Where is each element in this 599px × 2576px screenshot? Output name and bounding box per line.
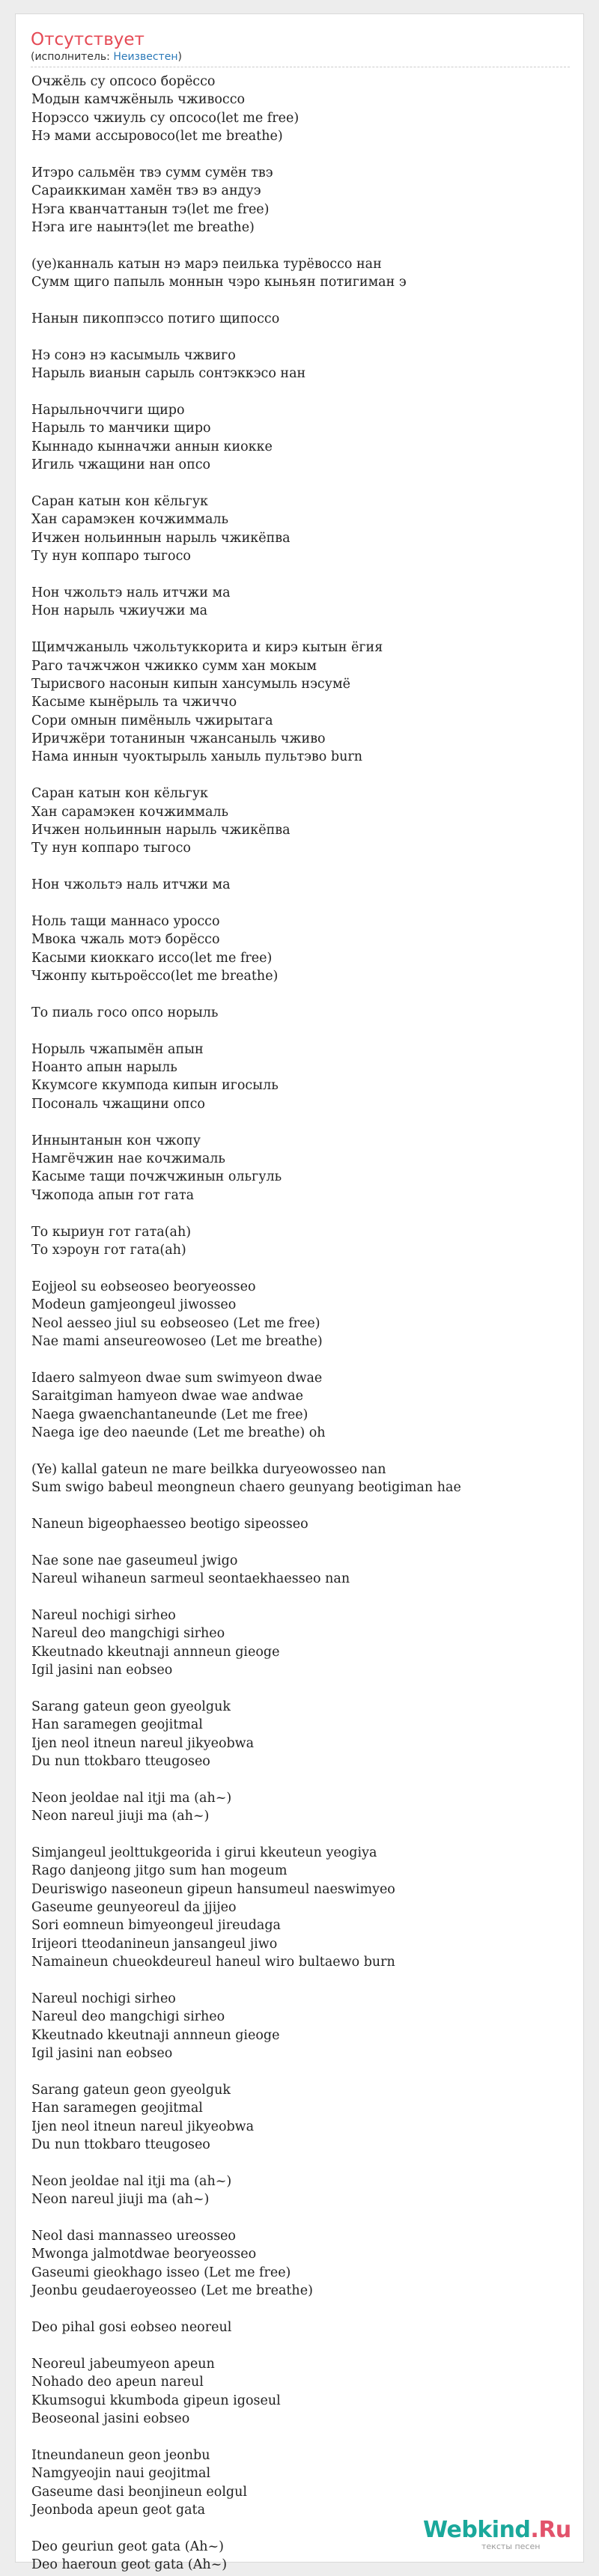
lyric-line: Nae mami anseureowoseo (Let me breathe)	[31, 1333, 323, 1349]
stanza-break	[31, 2301, 571, 2318]
lyric-line: Nae sone nae gaseumeul jwigo	[31, 1553, 238, 1568]
stanza-break	[31, 1588, 571, 1606]
lyric-line: Нарыльноччиги щиро	[31, 403, 185, 418]
lyric-line: Хан сарамэкен кочжиммаль	[31, 512, 229, 528]
stanza-break	[31, 1679, 571, 1697]
lyric-line: Sum swigo babeul meongneun chaero geunyang beotigiman hae	[31, 1480, 461, 1496]
stanza-break	[31, 1442, 571, 1460]
stanza-break	[31, 621, 571, 639]
stanza-break	[31, 475, 571, 493]
lyric-line: Eojjeol su eobseoseo beoryeosseo	[31, 1279, 256, 1294]
stanza-break	[31, 1533, 571, 1551]
lyric-line: Нарыль вианын сарыль сонтэккэсо нан	[31, 366, 306, 382]
lyric-line: То кыриун гот гата(ah)	[31, 1224, 192, 1240]
lyric-line: Rago danjeong jitgo sum han mogeum	[31, 1863, 288, 1879]
logo-web-text: Webkind	[423, 2517, 531, 2543]
song-artist-line	[31, 50, 570, 67]
lyric-line: Касыми киоккаго иссо(let me free)	[31, 950, 273, 966]
stanza-break	[31, 2063, 571, 2081]
lyric-line: Нэ мами ассыровосо(let me breathe)	[31, 129, 283, 144]
lyric-line: Сараиккиман хамён твэ вэ андуэ	[31, 183, 261, 199]
stanza-break	[31, 1259, 571, 1277]
lyric-line: Nareul wihaneun sarmeul seontaekhaesseo nan	[31, 1571, 350, 1587]
lyric-line: Mwonga jalmotdwae beoryeosseo	[31, 2247, 257, 2262]
lyric-line: Иннынтанын кон чжопу	[31, 1133, 201, 1148]
lyric-line: Игиль чжащини нан опсо	[31, 457, 211, 473]
lyric-line: Нэга иге наынтэ(let me breathe)	[31, 220, 255, 236]
stanza-break	[31, 858, 571, 876]
lyric-line: Ijen neol itneun nareul jikyeobwa	[31, 2119, 255, 2134]
lyric-line: Щимчжаныль чжольтуккорита и кирэ кытын ёгия	[31, 640, 383, 656]
stanza-break	[31, 1770, 571, 1788]
lyric-line: То хэроун гот гата(ah)	[31, 1243, 186, 1258]
song-header	[31, 29, 570, 67]
lyric-line: Sori eomneun bimyeongeul jireudaga	[31, 1918, 281, 1934]
lyric-line: Ту нун коппаро тыгосо	[31, 841, 191, 856]
lyric-line: Nareul deo mangchigi sirheo	[31, 1626, 225, 1642]
lyric-line: Чжопода апын гот гата	[31, 1187, 195, 1203]
lyric-line: Sarang gateun geon gyeolguk	[31, 2082, 231, 2098]
lyric-line: (Ye) kallal gateun ne mare beilkka duryeowosseo nan	[31, 1461, 386, 1477]
lyric-line: Neoreul jabeumyeon apeun	[31, 2356, 215, 2372]
lyric-line: Модын камчжёныль чживоссо	[31, 92, 246, 108]
lyric-line: Deo haeroun geot gata (Ah~)	[31, 2557, 228, 2573]
lyric-line: Ноанто апын нарыль	[31, 1060, 177, 1076]
lyric-line: Итэро сальмён твэ сумм сумён твэ	[31, 165, 273, 180]
lyric-line: Deo geuriun geot gata (Ah~)	[31, 2539, 224, 2554]
stanza-break	[31, 986, 571, 1004]
lyric-line: Нон чжольтэ наль итчжи ма	[31, 585, 231, 600]
lyric-line: Нанын пикоппэссо потиго щипоссо	[31, 311, 280, 327]
lyric-line: Сори омнын пимёныль чжирытага	[31, 713, 273, 728]
lyric-line: Idaero salmyeon dwae sum swimyeon dwae	[31, 1370, 323, 1386]
lyric-line: Чжонпу кытьроёссо(let me breathe)	[31, 969, 279, 984]
lyric-line: Ijen neol itneun nareul jikyeobwa	[31, 1735, 255, 1751]
lyric-line: Nohado deo apeun nareul	[31, 2375, 204, 2390]
lyric-line: Gaseume dasi beonjineun eolgul	[31, 2484, 247, 2500]
lyric-line: Neon jeoldae nal itji ma (ah~)	[31, 1790, 232, 1806]
lyric-line: Naega ige deo naeunde (Let me breathe) oh	[31, 1425, 326, 1440]
lyric-line: Намгёчжин нае кочжималь	[31, 1151, 225, 1167]
lyric-line: Нама иннын чуоктырыль ханыль пультэво burn	[31, 749, 362, 765]
stanza-break	[31, 2209, 571, 2227]
artist-link[interactable]: Неизвестен	[113, 51, 178, 63]
lyric-line: Deuriswigo naseoneun gipeun hansumeul naeswimyeo	[31, 1881, 395, 1897]
lyric-line: Норэссо чжиуль су опсосо(let me free)	[31, 110, 300, 126]
lyric-line: Ичжен нольиннын нарыль чжикёпва	[31, 530, 291, 546]
lyric-line: Neon jeoldae nal itji ma (ah~)	[31, 2173, 232, 2189]
stanza-break	[31, 1496, 571, 1514]
lyric-line: Sarang gateun geon gyeolguk	[31, 1699, 231, 1714]
stanza-break	[31, 767, 571, 785]
lyric-line: Neon nareul jiuji ma (ah~)	[31, 1809, 210, 1824]
stanza-break	[31, 146, 571, 164]
stanza-break	[31, 1022, 571, 1040]
stanza-break	[31, 237, 571, 255]
lyric-line: Нон чжольтэ наль итчжи ма	[31, 877, 231, 893]
lyric-line: Нэга кванчаттанын тэ(let me free)	[31, 201, 270, 217]
lyric-line: То пиаль госо опсо норыль	[31, 1005, 219, 1020]
lyric-line: Nareul deo mangchigi sirheo	[31, 2009, 225, 2025]
lyric-line: Ноль тащи маннасо уроссо	[31, 913, 220, 929]
lyric-line: Jeonboda apeun geot gata	[31, 2502, 206, 2518]
lyric-line: Han saramegen geojitmal	[31, 2101, 203, 2116]
lyric-line: Норыль чжапымён апын	[31, 1041, 204, 1057]
stanza-break	[31, 2428, 571, 2446]
lyric-line: Simjangeul jeolttukgeorida i girui kkeuteun yeogiya	[31, 1845, 377, 1860]
lyric-line: Ккумсоге ккумпода кипын игосыль	[31, 1078, 279, 1094]
stanza-break	[31, 2155, 571, 2172]
lyric-line: Neol aesseo jiul su eobseoseo (Let me free)	[31, 1315, 320, 1331]
lyric-line: Нэ сонэ нэ касымыль чжвиго	[31, 347, 236, 363]
lyric-line: Igil jasini nan eobseo	[31, 2046, 173, 2062]
lyric-line: Ичжен нольиннын нарыль чжикёпва	[31, 823, 291, 838]
lyric-line: Irijeori tteodanineun jansangeul jiwo	[31, 1936, 278, 1952]
lyric-line: Нон нарыль чжиучжи ма	[31, 603, 208, 619]
lyric-line: Хан сарамэкен кочжиммаль	[31, 804, 229, 820]
lyric-line: Раго тачжчжон чжикко сумм хан мокым	[31, 658, 317, 674]
lyric-line: Igil jasini nan eobseo	[31, 1662, 173, 1678]
lyric-line: Han saramegen geojitmal	[31, 1717, 203, 1733]
lyric-line: Иричжёри тотанинын чжансаныль чживо	[31, 731, 326, 747]
lyric-line: Очжёль су опсосо борёссо	[31, 74, 216, 89]
lyric-line: Сумм щиго папыль моннын чэро кыньян потигиман э	[31, 275, 407, 290]
stanza-break	[31, 566, 571, 584]
lyric-line: Gaseumi gieokhago isseo (Let me free)	[31, 2265, 291, 2280]
artist-prefix: (исполнитель:	[31, 51, 114, 63]
lyric-line: Saraitgiman hamyeon dwae wae andwae	[31, 1389, 303, 1404]
lyric-line: Naneun bigeophaesseo beotigo sipeosseo	[31, 1516, 308, 1532]
lyric-line: Gaseume geunyeoreul da jjijeo	[31, 1900, 237, 1916]
lyric-line: Нарыль то манчики щиро	[31, 421, 211, 436]
lyric-line: Nareul nochigi sirheo	[31, 1991, 176, 2007]
lyric-line: Neol dasi mannasseo ureosseo	[31, 2229, 236, 2244]
lyric-line: Kkeutnado kkeutnaji annneun gieoge	[31, 1644, 280, 1660]
lyric-line: Itneundaneun geon jeonbu	[31, 2447, 210, 2463]
lyric-line: Посональ чжащини опсо	[31, 1096, 205, 1112]
lyric-line: Саран катын кон кёльгук	[31, 786, 208, 802]
logo-tagline: тексты песен	[481, 2542, 541, 2551]
logo-wordmark	[423, 2517, 580, 2544]
lyric-line: Kkumsogui kkumboda gipeun igoseul	[31, 2393, 281, 2408]
lyric-line: Neon nareul jiuji ma (ah~)	[31, 2192, 210, 2208]
lyric-line: Namaineun chueokdeureul haneul wiro bultaewo burn	[31, 1955, 395, 1970]
lyric-line: Modeun gamjeongeul jiwosseo	[31, 1297, 237, 1313]
lyric-line: Тырисвого насонын кипын хансумыль нэсумё	[31, 676, 350, 692]
lyrics-card	[15, 13, 584, 2573]
stanza-break	[31, 292, 571, 310]
lyric-line: Касыме кынёрыль та чжиччо	[31, 695, 237, 710]
lyric-line: Du nun ttokbaro tteugoseo	[31, 2137, 210, 2153]
lyric-line: Deo pihal gosi eobseo neoreul	[31, 2320, 232, 2336]
lyric-line: Мвока чжаль мотэ борёссо	[31, 932, 220, 948]
lyric-line: Naega gwaenchantaneunde (Let me free)	[31, 1407, 308, 1422]
stanza-break	[31, 1826, 571, 1844]
logo-ru-text: .Ru	[530, 2517, 571, 2543]
lyric-line: Касыме тащи почжчжинын ольгуль	[31, 1169, 282, 1185]
lyric-line: Ту нун коппаро тыгосо	[31, 549, 191, 564]
lyric-line: Nareul nochigi sirheo	[31, 1607, 176, 1623]
lyric-line: Jeonbu geudaeroyeosseo (Let me breathe)	[31, 2283, 313, 2299]
song-title: Отсутствует	[31, 30, 145, 49]
webkind-logo[interactable]	[423, 2517, 580, 2562]
lyric-line: Namgyeojin naui geojitmal	[31, 2466, 211, 2482]
lyric-line: Kkeutnado kkeutnaji annneun gieoge	[31, 2027, 280, 2043]
lyrics-text	[31, 73, 571, 2575]
stanza-break	[31, 1972, 571, 1990]
lyric-line: Du nun ttokbaro tteugoseo	[31, 1753, 210, 1769]
stanza-break	[31, 895, 571, 913]
lyric-line: Саран катын кон кёльгук	[31, 493, 208, 509]
lyric-line: Beoseonal jasini eobseo	[31, 2411, 190, 2426]
lyric-line: Кыннадо кынначжи аннын киокке	[31, 439, 273, 454]
artist-suffix: )	[177, 51, 182, 63]
stanza-break	[31, 1351, 571, 1368]
lyric-line: (ye)канналь катын нэ марэ пеилька турёвоссо нан	[31, 256, 382, 272]
stanza-break	[31, 2336, 571, 2354]
stanza-break	[31, 383, 571, 401]
stanza-break	[31, 328, 571, 346]
stanza-break	[31, 1205, 571, 1222]
stanza-break	[31, 1113, 571, 1131]
